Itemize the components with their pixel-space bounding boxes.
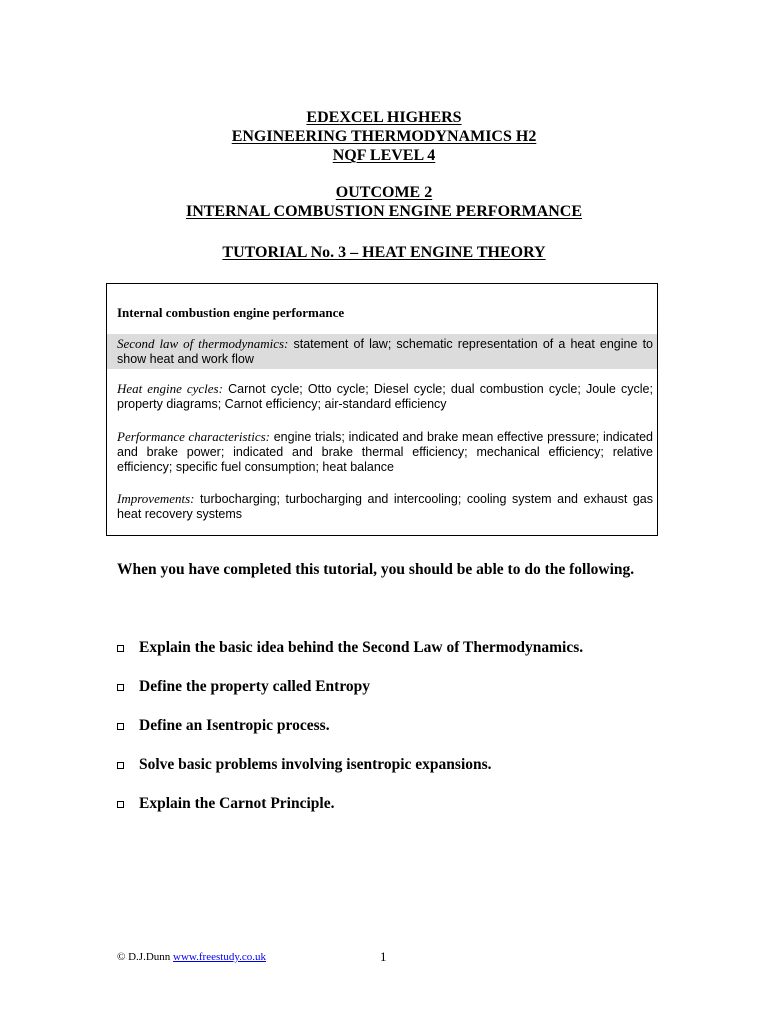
- syllabus-box: [106, 283, 658, 536]
- syllabus-row-text: Carnot cycle; Otto cycle; Diesel cycle; dual combustion cycle; Joule cycle; property diagrams; Carnot efficiency; air-standard efficiency: [117, 382, 653, 411]
- syllabus-row-text: turbocharging; turbocharging and intercooling; cooling system and exhaust gas heat recovery systems: [117, 492, 653, 521]
- tutorial-title: TUTORIAL No. 3 – HEAT ENGINE THEORY: [222, 244, 546, 261]
- title-line-3: NQF LEVEL 4: [332, 147, 436, 164]
- syllabus-row-text: statement of law; schematic representation of a heat engine to show heat and work flow: [117, 337, 653, 366]
- syllabus-row-second-law: [107, 334, 657, 369]
- copyright-text: © D.J.Dunn: [117, 951, 174, 963]
- syllabus-row-label: Heat engine cycles:: [117, 381, 223, 396]
- intro-text: When you have completed this tutorial, you should be able to do the following.: [117, 561, 635, 578]
- square-bullet-icon: [117, 645, 124, 652]
- title-line-2: ENGINEERING THERMODYNAMICS H2: [231, 128, 537, 145]
- outcome-title: INTERNAL COMBUSTION ENGINE PERFORMANCE: [185, 203, 583, 220]
- syllabus-row-label: Improvements:: [117, 491, 195, 506]
- objective-text: Define the property called Entropy: [139, 678, 371, 695]
- objective-text: Explain the basic idea behind the Second Law of Thermodynamics.: [139, 639, 584, 656]
- footer-copyright: [117, 951, 266, 963]
- syllabus-row-improvements: [107, 489, 657, 524]
- objective-text: Explain the Carnot Principle.: [139, 795, 335, 812]
- outcome-label: OUTCOME 2: [335, 184, 433, 201]
- square-bullet-icon: [117, 762, 124, 769]
- square-bullet-icon: [117, 684, 124, 691]
- list-item: [117, 755, 657, 794]
- list-item: [117, 716, 657, 755]
- syllabus-row-label: Performance characteristics:: [117, 429, 270, 444]
- title-block: [0, 108, 768, 262]
- list-item: [117, 677, 657, 716]
- syllabus-row-text: engine trials; indicated and brake mean effective pressure; indicated and brake power; indicated and brake thermal efficiency; mechanical efficiency; relative efficiency; specific fuel consumption; heat balance: [117, 430, 653, 474]
- syllabus-row-performance: [107, 427, 657, 477]
- page-number: 1: [380, 949, 387, 964]
- syllabus-row-heat-engine-cycles: [107, 379, 657, 414]
- objectives-list: [117, 638, 657, 833]
- list-item: [117, 638, 657, 677]
- objective-text: Solve basic problems involving isentropic expansions.: [139, 756, 492, 773]
- square-bullet-icon: [117, 801, 124, 808]
- list-item: [117, 794, 657, 833]
- syllabus-heading: Internal combustion engine performance: [117, 305, 345, 320]
- objective-text: Define an Isentropic process.: [139, 717, 330, 734]
- syllabus-row-label: Second law of thermodynamics:: [117, 336, 289, 351]
- title-line-1: EDEXCEL HIGHERS: [306, 109, 462, 126]
- freestudy-link[interactable]: www.freestudy.co.uk: [173, 951, 266, 963]
- square-bullet-icon: [117, 723, 124, 730]
